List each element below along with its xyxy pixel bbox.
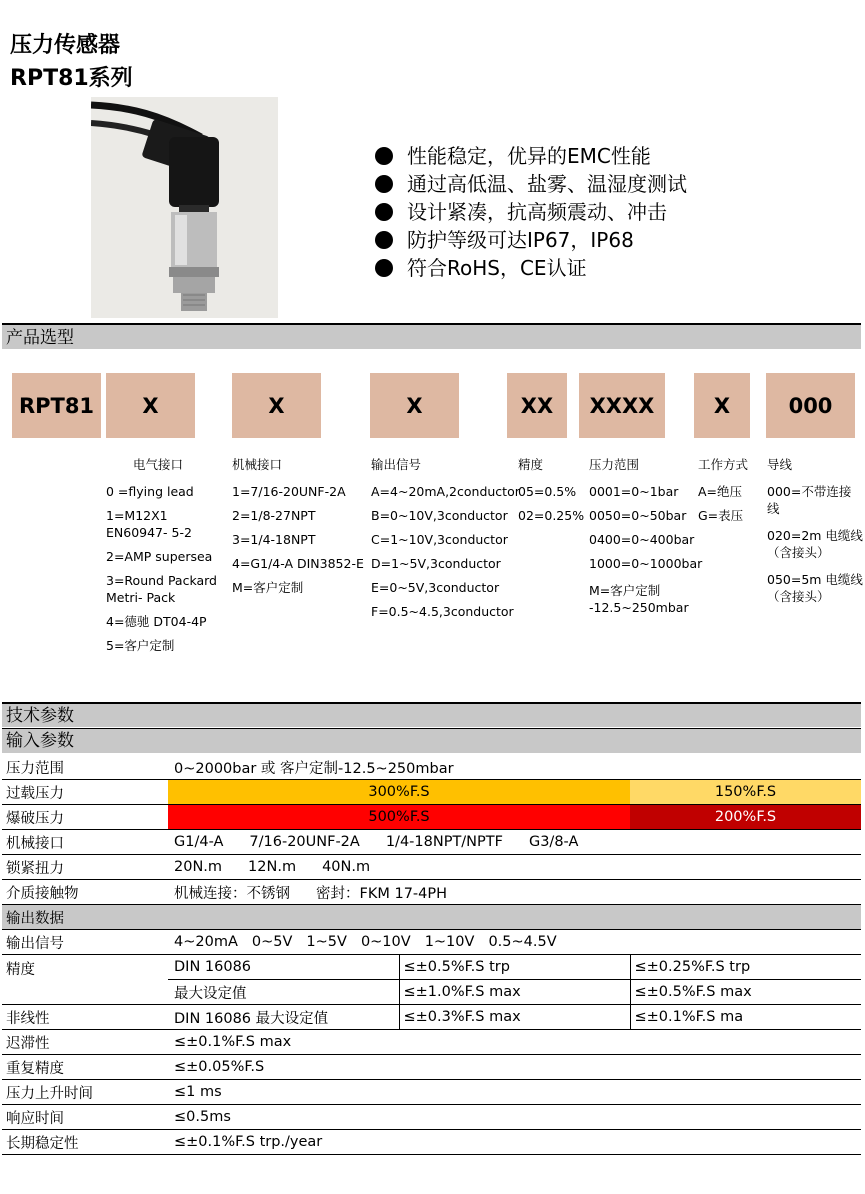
- code-box-range: XXXX: [579, 373, 665, 438]
- row-label: 锁紧扭力: [2, 855, 168, 880]
- table-row: [2, 1030, 861, 1055]
- option-item: 3=Round Packard Metri- Pack: [106, 573, 217, 605]
- option-item: 1=7/16-20UNF-2A: [232, 484, 346, 499]
- column-header: 机械接口: [232, 457, 283, 472]
- product-photo: [91, 97, 278, 318]
- column-header: 导线: [767, 457, 793, 472]
- code-box-accuracy: XX: [507, 373, 567, 438]
- section-header-output: 输出数据: [2, 905, 861, 930]
- row-label: 爆破压力: [2, 805, 168, 830]
- row-label: 输出信号: [2, 930, 168, 955]
- row-value: 0~2000bar 或 客户定制-12.5~250mbar: [168, 755, 861, 780]
- table-row: [2, 830, 861, 855]
- bullet-icon: [375, 259, 393, 277]
- row-label: 重复精度: [2, 1055, 168, 1080]
- row-label: 压力上升时间: [2, 1080, 168, 1105]
- cell: ≤±0.25%F.S trp: [630, 955, 861, 980]
- feature-item: 通过高低温、盐雾、温湿度测试: [375, 170, 687, 198]
- option-item: D=1~5V,3conductor: [371, 556, 501, 571]
- spec-table: [2, 755, 861, 1155]
- code-box-electrical: X: [106, 373, 195, 438]
- table-row: [2, 755, 861, 780]
- table-row: [2, 855, 861, 880]
- option-column-output: [371, 455, 520, 627]
- option-item: 0001=0~1bar: [589, 484, 679, 499]
- feature-list: [375, 142, 687, 282]
- table-row: [2, 780, 861, 805]
- table-subheader: [2, 905, 861, 930]
- section-header-selection: 产品选型: [2, 323, 861, 349]
- row-value: ≤±0.1%F.S max: [168, 1030, 861, 1055]
- option-item: 2=AMP supersea: [106, 549, 213, 564]
- page-title: 压力传感器: [10, 33, 121, 58]
- table-row: [2, 1130, 861, 1155]
- option-item: 050=5m 电缆线 （含接头）: [767, 572, 863, 604]
- table-row: [2, 1005, 861, 1030]
- code-box-output: X: [370, 373, 459, 438]
- overload-secondary: 150%F.S: [630, 780, 861, 805]
- row-label: 过载压力: [2, 780, 168, 805]
- bullet-icon: [375, 203, 393, 221]
- cell: ≤±0.3%F.S max: [399, 1005, 630, 1030]
- cell: ≤±0.5%F.S max: [630, 980, 861, 1005]
- row-value: 机械连接：不锈钢 密封：FKM 17-4PH: [168, 880, 861, 905]
- option-column-electrical: [106, 455, 217, 661]
- cell: ≤±0.5%F.S trp: [399, 955, 630, 980]
- column-header: 工作方式: [698, 457, 749, 472]
- option-item: 1=M12X1 EN60947- 5-2: [106, 508, 192, 540]
- table-row: [2, 930, 861, 955]
- row-value: ≤0.5ms: [168, 1105, 861, 1130]
- row-label: 非线性: [2, 1005, 168, 1030]
- code-box-mechanical: X: [232, 373, 321, 438]
- option-column-mode: [698, 455, 748, 531]
- row-label: 响应时间: [2, 1105, 168, 1130]
- column-header: 压力范围: [589, 457, 640, 472]
- row-label: 机械接口: [2, 830, 168, 855]
- cell: ≤±1.0%F.S max: [399, 980, 630, 1005]
- section-header-input: 输入参数: [2, 728, 861, 753]
- burst-primary: 500%F.S: [168, 805, 630, 830]
- column-header: 输出信号: [371, 457, 422, 472]
- bullet-icon: [375, 231, 393, 249]
- option-item: G=表压: [698, 508, 744, 523]
- option-item: 1000=0~1000bar: [589, 556, 703, 571]
- row-value: ≤±0.1%F.S trp./year: [168, 1130, 861, 1155]
- option-item: 4=德驰 DT04-4P: [106, 614, 207, 629]
- option-item: C=1~10V,3conductor: [371, 532, 508, 547]
- bullet-icon: [375, 147, 393, 165]
- feature-item: 设计紧凑，抗高频震动、冲击: [375, 198, 687, 226]
- cell: DIN 16086: [168, 955, 399, 980]
- row-label: 长期稳定性: [2, 1130, 168, 1155]
- row-value: ≤±0.05%F.S: [168, 1055, 861, 1080]
- option-item: A=4~20mA,2conductor: [371, 484, 520, 499]
- row-label: 介质接触物: [2, 880, 168, 905]
- option-item: M=客户定制: [232, 580, 304, 595]
- table-row: [2, 1105, 861, 1130]
- option-item: 020=2m 电缆线 （含接头）: [767, 528, 863, 560]
- option-item: 5=客户定制: [106, 638, 175, 653]
- option-item: A=绝压: [698, 484, 743, 499]
- option-item: 0400=0~400bar: [589, 532, 695, 547]
- row-label: 精度: [2, 955, 168, 1005]
- row-value: 4~20mA 0~5V 1~5V 0~10V 1~10V 0.5~4.5V: [168, 930, 861, 955]
- row-value: G1/4-A 7/16-20UNF-2A 1/4-18NPT/NPTF G3/8-A: [168, 830, 861, 855]
- overload-primary: 300%F.S: [168, 780, 630, 805]
- option-item: 4=G1/4-A DIN3852-E: [232, 556, 364, 571]
- column-header: 精度: [518, 457, 544, 472]
- section-header-specs: 技术参数: [2, 702, 861, 727]
- option-item: 02=0.25%: [518, 508, 585, 523]
- code-box-series: RPT81: [12, 373, 101, 438]
- option-item: 3=1/4-18NPT: [232, 532, 316, 547]
- column-header: 电气接口: [133, 457, 184, 472]
- code-box-mode: X: [694, 373, 750, 438]
- option-column-range: [589, 455, 702, 623]
- row-value: 20N.m 12N.m 40N.m: [168, 855, 861, 880]
- option-item: 2=1/8-27NPT: [232, 508, 316, 523]
- table-row: [2, 805, 861, 830]
- page-subtitle: RPT81系列: [10, 66, 133, 91]
- table-row: [2, 880, 861, 905]
- option-item: 05=0.5%: [518, 484, 577, 499]
- option-item: 000=不带连接 线: [767, 484, 852, 516]
- option-item: F=0.5~4.5,3conductor: [371, 604, 514, 619]
- option-item: E=0~5V,3conductor: [371, 580, 500, 595]
- table-row: [2, 955, 861, 980]
- bullet-icon: [375, 175, 393, 193]
- option-column-cable: [767, 455, 863, 612]
- option-column-accuracy: [518, 455, 584, 531]
- cell: 最大设定值: [168, 980, 399, 1005]
- cell: ≤±0.1%F.S ma: [630, 1005, 861, 1030]
- table-row: [2, 1055, 861, 1080]
- row-label: 迟滞性: [2, 1030, 168, 1055]
- feature-item: 符合RoHS，CE认证: [375, 254, 687, 282]
- row-value: ≤1 ms: [168, 1080, 861, 1105]
- option-item: 0050=0~50bar: [589, 508, 687, 523]
- row-label: 压力范围: [2, 755, 168, 780]
- burst-secondary: 200%F.S: [630, 805, 861, 830]
- option-column-mechanical: [232, 455, 364, 603]
- feature-item: 性能稳定，优异的EMC性能: [375, 142, 687, 170]
- option-item: 0 =flying lead: [106, 484, 194, 499]
- cell: DIN 16086 最大设定值: [168, 1005, 399, 1030]
- table-row: [2, 1080, 861, 1105]
- option-item: B=0~10V,3conductor: [371, 508, 508, 523]
- code-box-cable: 000: [766, 373, 855, 438]
- feature-item: 防护等级可达IP67，IP68: [375, 226, 687, 254]
- option-item: M=客户定制 -12.5~250mbar: [589, 583, 689, 615]
